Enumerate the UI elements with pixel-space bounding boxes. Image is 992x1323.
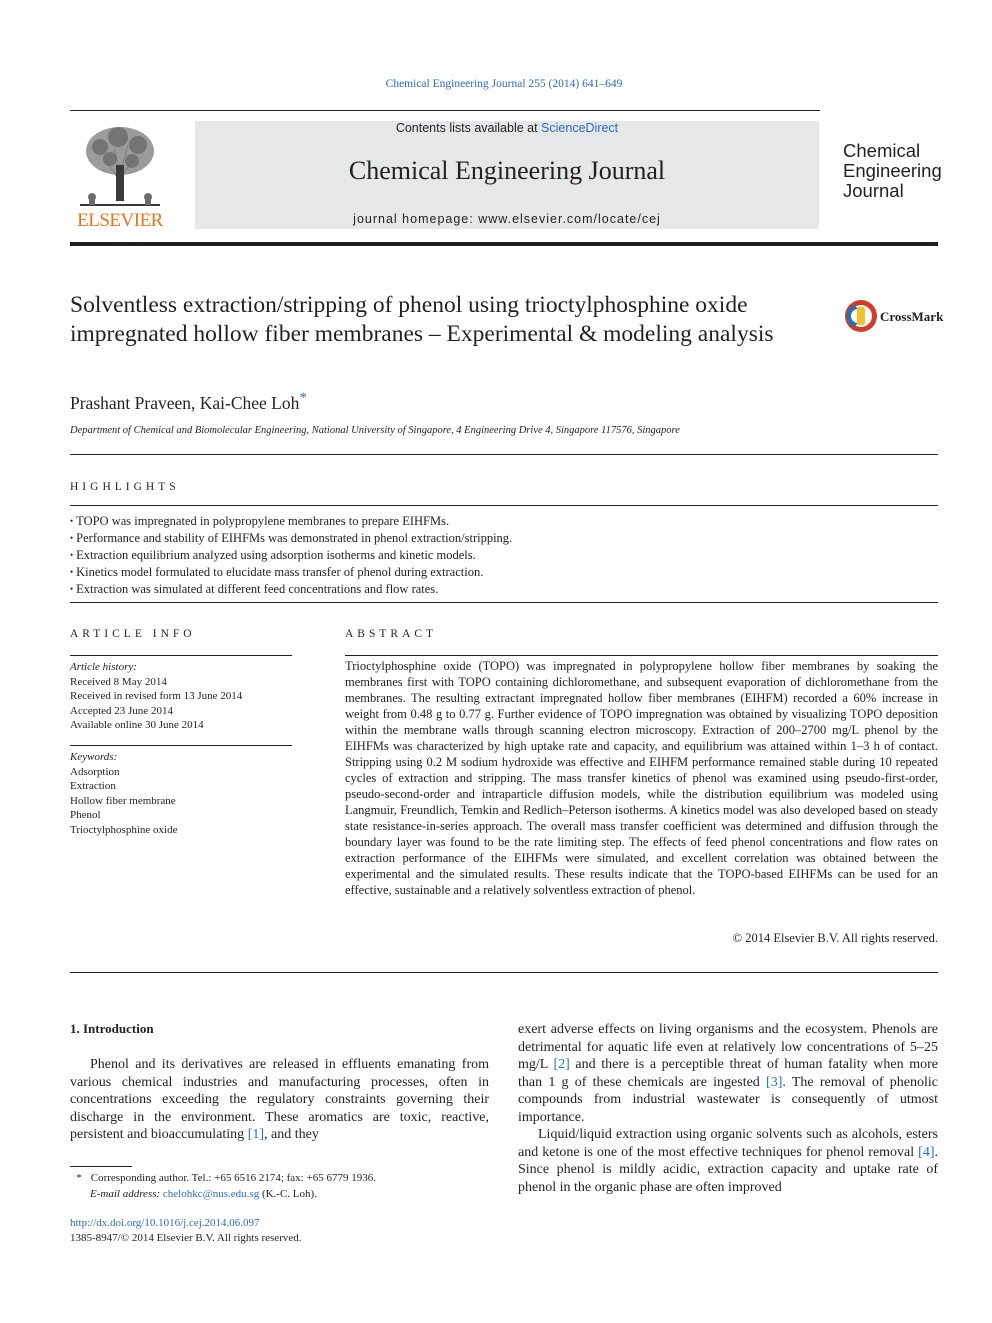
email-label: E-mail address: — [90, 1188, 161, 1200]
keyword: Hollow fiber membrane — [70, 794, 176, 807]
highlight-item: • Performance and stability of EIHFMs was demonstrated in phenol extraction/stripping. — [70, 530, 512, 547]
footnote-rule — [70, 1166, 132, 1167]
article-info-rule — [70, 655, 292, 656]
keyword: Phenol — [70, 809, 101, 821]
intro-text: . Since phenol is mildly acidic, extraction capacity and uptake rate of phenol in the organic phase are often improved — [518, 1144, 938, 1195]
footnote-marker: * — [76, 1172, 82, 1184]
highlights-list — [70, 513, 512, 598]
keyword: Trioctylphosphine oxide — [70, 823, 178, 836]
contents-line — [195, 121, 819, 135]
article-title: Solventless extraction/stripping of phenol using trioctylphosphine oxide impregnated hollow fiber membranes – Experimental & modeling analysis — [70, 292, 774, 347]
header-thick-rule — [70, 242, 938, 246]
header-top-rule — [70, 110, 820, 111]
homepage-prefix: journal homepage: — [353, 212, 479, 226]
article-history-label: Article history: — [70, 661, 137, 673]
doi-link[interactable]: http://dx.doi.org/10.1016/j.cej.2014.06.097 — [70, 1217, 260, 1229]
keywords — [70, 750, 292, 837]
journal-homepage — [195, 212, 819, 226]
email-suffix: (K.-C. Loh). — [261, 1188, 317, 1200]
intro-text: , and they — [264, 1127, 319, 1142]
authors: Prashant Praveen, Kai-Chee Loh — [70, 393, 300, 413]
history-entry: Received 8 May 2014 — [70, 675, 167, 688]
journal-name: Chemical Engineering Journal — [348, 156, 666, 185]
keyword: Adsorption — [70, 765, 120, 778]
intro-text: Liquid/liquid extraction using organic solvents such as alcohols, esters and ketone is one of the most effective techniques for phenol removal — [518, 1127, 938, 1160]
introduction-paragraph — [70, 1056, 489, 1144]
email-link[interactable]: chelohkc@nus.edu.sg — [162, 1188, 260, 1200]
reference-link[interactable]: [4] — [918, 1144, 935, 1160]
highlights-label: HIGHLIGHTS — [70, 481, 180, 493]
introduction-paragraph — [518, 1126, 938, 1196]
abstract-rule — [345, 655, 938, 656]
issn-line: 1385-8947/© 2014 Elsevier B.V. All rights reserved. — [70, 1232, 302, 1244]
intro-text: . The removal of phenolic compounds from industrial wastewater is consequently of utmost importance. — [518, 1074, 938, 1125]
history-entry: Available online 30 June 2014 — [70, 719, 204, 731]
journal-logo-line: Chemical — [843, 140, 921, 161]
article-history — [70, 660, 292, 733]
highlight-item: • Kinetics model formulated to elucidate mass transfer of phenol during extraction. — [70, 564, 512, 581]
author-affiliation: Department of Chemical and Biomolecular Engineering, National University of Singapore, 4 Engineering Drive 4, Singapore 117576, Singapore — [70, 425, 680, 436]
highlights-bottom-rule — [70, 602, 938, 603]
intro-text: exert adverse effects on living organisms and the ecosystem. Phenols are detrimental for aquatic life even at relatively low concentrations of 5–25 mg/L — [518, 1022, 938, 1072]
history-entry: Received in revised form 13 June 2014 — [70, 690, 243, 702]
corresponding-author-text: Corresponding author. Tel.: +65 6516 2174; fax: +65 6779 1936. — [90, 1172, 376, 1184]
keywords-label: Keywords: — [70, 751, 118, 763]
intro-text: and there is a perceptible threat of human fatality when more than 1 g of these chemicals are ingested — [518, 1057, 939, 1090]
highlight-item: • TOPO was impregnated in polypropylene membranes to prepare EIHFMs. — [70, 513, 512, 530]
author-list — [70, 390, 307, 414]
intro-text: Phenol and its derivatives are released in effluents emanating from various chemical industries and manufacturing processes, often in concentrations exceeding the regulatory constraints governing their discharge in the environment. These aromatics are toxic, reactive, persistent and bioaccumulating — [70, 1057, 489, 1142]
journal-logo-line: Journal — [843, 180, 904, 201]
contents-prefix: Contents lists available at — [395, 121, 542, 135]
journal-citation[interactable]: Chemical Engineering Journal 255 (2014) 641–649 — [385, 78, 623, 90]
elsevier-wordmark: ELSEVIER — [77, 210, 163, 231]
introduction-heading: 1. Introduction — [70, 1021, 154, 1036]
abstract-copyright: © 2014 Elsevier B.V. All rights reserved. — [732, 931, 938, 945]
email-footnote — [90, 1187, 317, 1201]
homepage-url[interactable]: www.elsevier.com/locate/cej — [478, 212, 661, 226]
abstract-label: ABSTRACT — [345, 628, 438, 640]
article-info-label: ARTICLE INFO — [70, 628, 196, 640]
highlights-top-rule — [70, 505, 938, 506]
crossmark-icon[interactable] — [844, 299, 878, 333]
corresponding-author-footnote — [70, 1171, 376, 1185]
history-entry: Accepted 23 June 2014 — [70, 704, 173, 717]
introduction-column-2 — [518, 1021, 938, 1196]
highlight-item: • Extraction equilibrium analyzed using adsorption isotherms and kinetic models. — [70, 547, 512, 564]
reference-link[interactable]: [3] — [766, 1074, 783, 1090]
reference-link[interactable]: [2] — [553, 1057, 570, 1072]
keyword: Extraction — [70, 780, 116, 792]
corresponding-author-marker[interactable]: * — [299, 390, 307, 407]
journal-logo-line: Engineering — [843, 160, 942, 181]
abstract-text: Trioctylphosphine oxide (TOPO) was impregnated in polypropylene hollow fiber membranes by soaking the membranes first with TOPO containing dichloromethane, and subsequent evaporation of dichloromethane from the membranes. The resulting extractant impregnated hollow fiber membranes (EIHFM) recorded a 60% increase in weight from 0.48 g to 0.77 g. Further evidence of TOPO impregnation was obtained by visualizing TOPO deposition within the membrane walls through scanning electron microscopy. Extraction of 200–2700 mg/L phenol by the EIHFMs was characterized by high uptake rate and capacity, and equilibrium was attained within 1–3 h of contact. Stripping using 0.2 M sodium hydroxide was effective and EIHFM performance remained stable during 10 repeated cycles of extraction and stripping. The mass transfer kinetics of phenol was examined using pseudo-first-order, pseudo-second-order and intraparticle diffusion models, while the distribution equilibrium was modeled using Langmuir, Freundlich, Temkin and Redlich–Peterson isotherms. A kinetics model was also developed based on steady state resistance-in-series approach. The overall mass transfer coefficient was determined and diffusion through the boundary layer was found to be the rate limiting step. The effects of feed phenol concentrations and flow rates on extraction performance of the EIHFMs were simulated, and excellent correlation was obtained between the experimental and the simulated results. These results indicate that the TOPO-based EIHFMs can be used for an effective, sustainable and a relatively solventless extraction of phenol. — [345, 659, 938, 897]
journal-cover-logo — [843, 141, 942, 201]
sciencedirect-link[interactable]: ScienceDirect — [541, 121, 619, 135]
doi-line — [70, 1216, 260, 1230]
abstract-bottom-rule — [70, 972, 938, 973]
highlight-item: • Extraction was simulated at different feed concentrations and flow rates. — [70, 581, 512, 598]
reference-link[interactable]: [1] — [247, 1127, 265, 1142]
crossmark-label[interactable]: CrossMark — [880, 309, 944, 324]
section-divider — [70, 454, 938, 455]
keywords-rule — [70, 745, 292, 746]
